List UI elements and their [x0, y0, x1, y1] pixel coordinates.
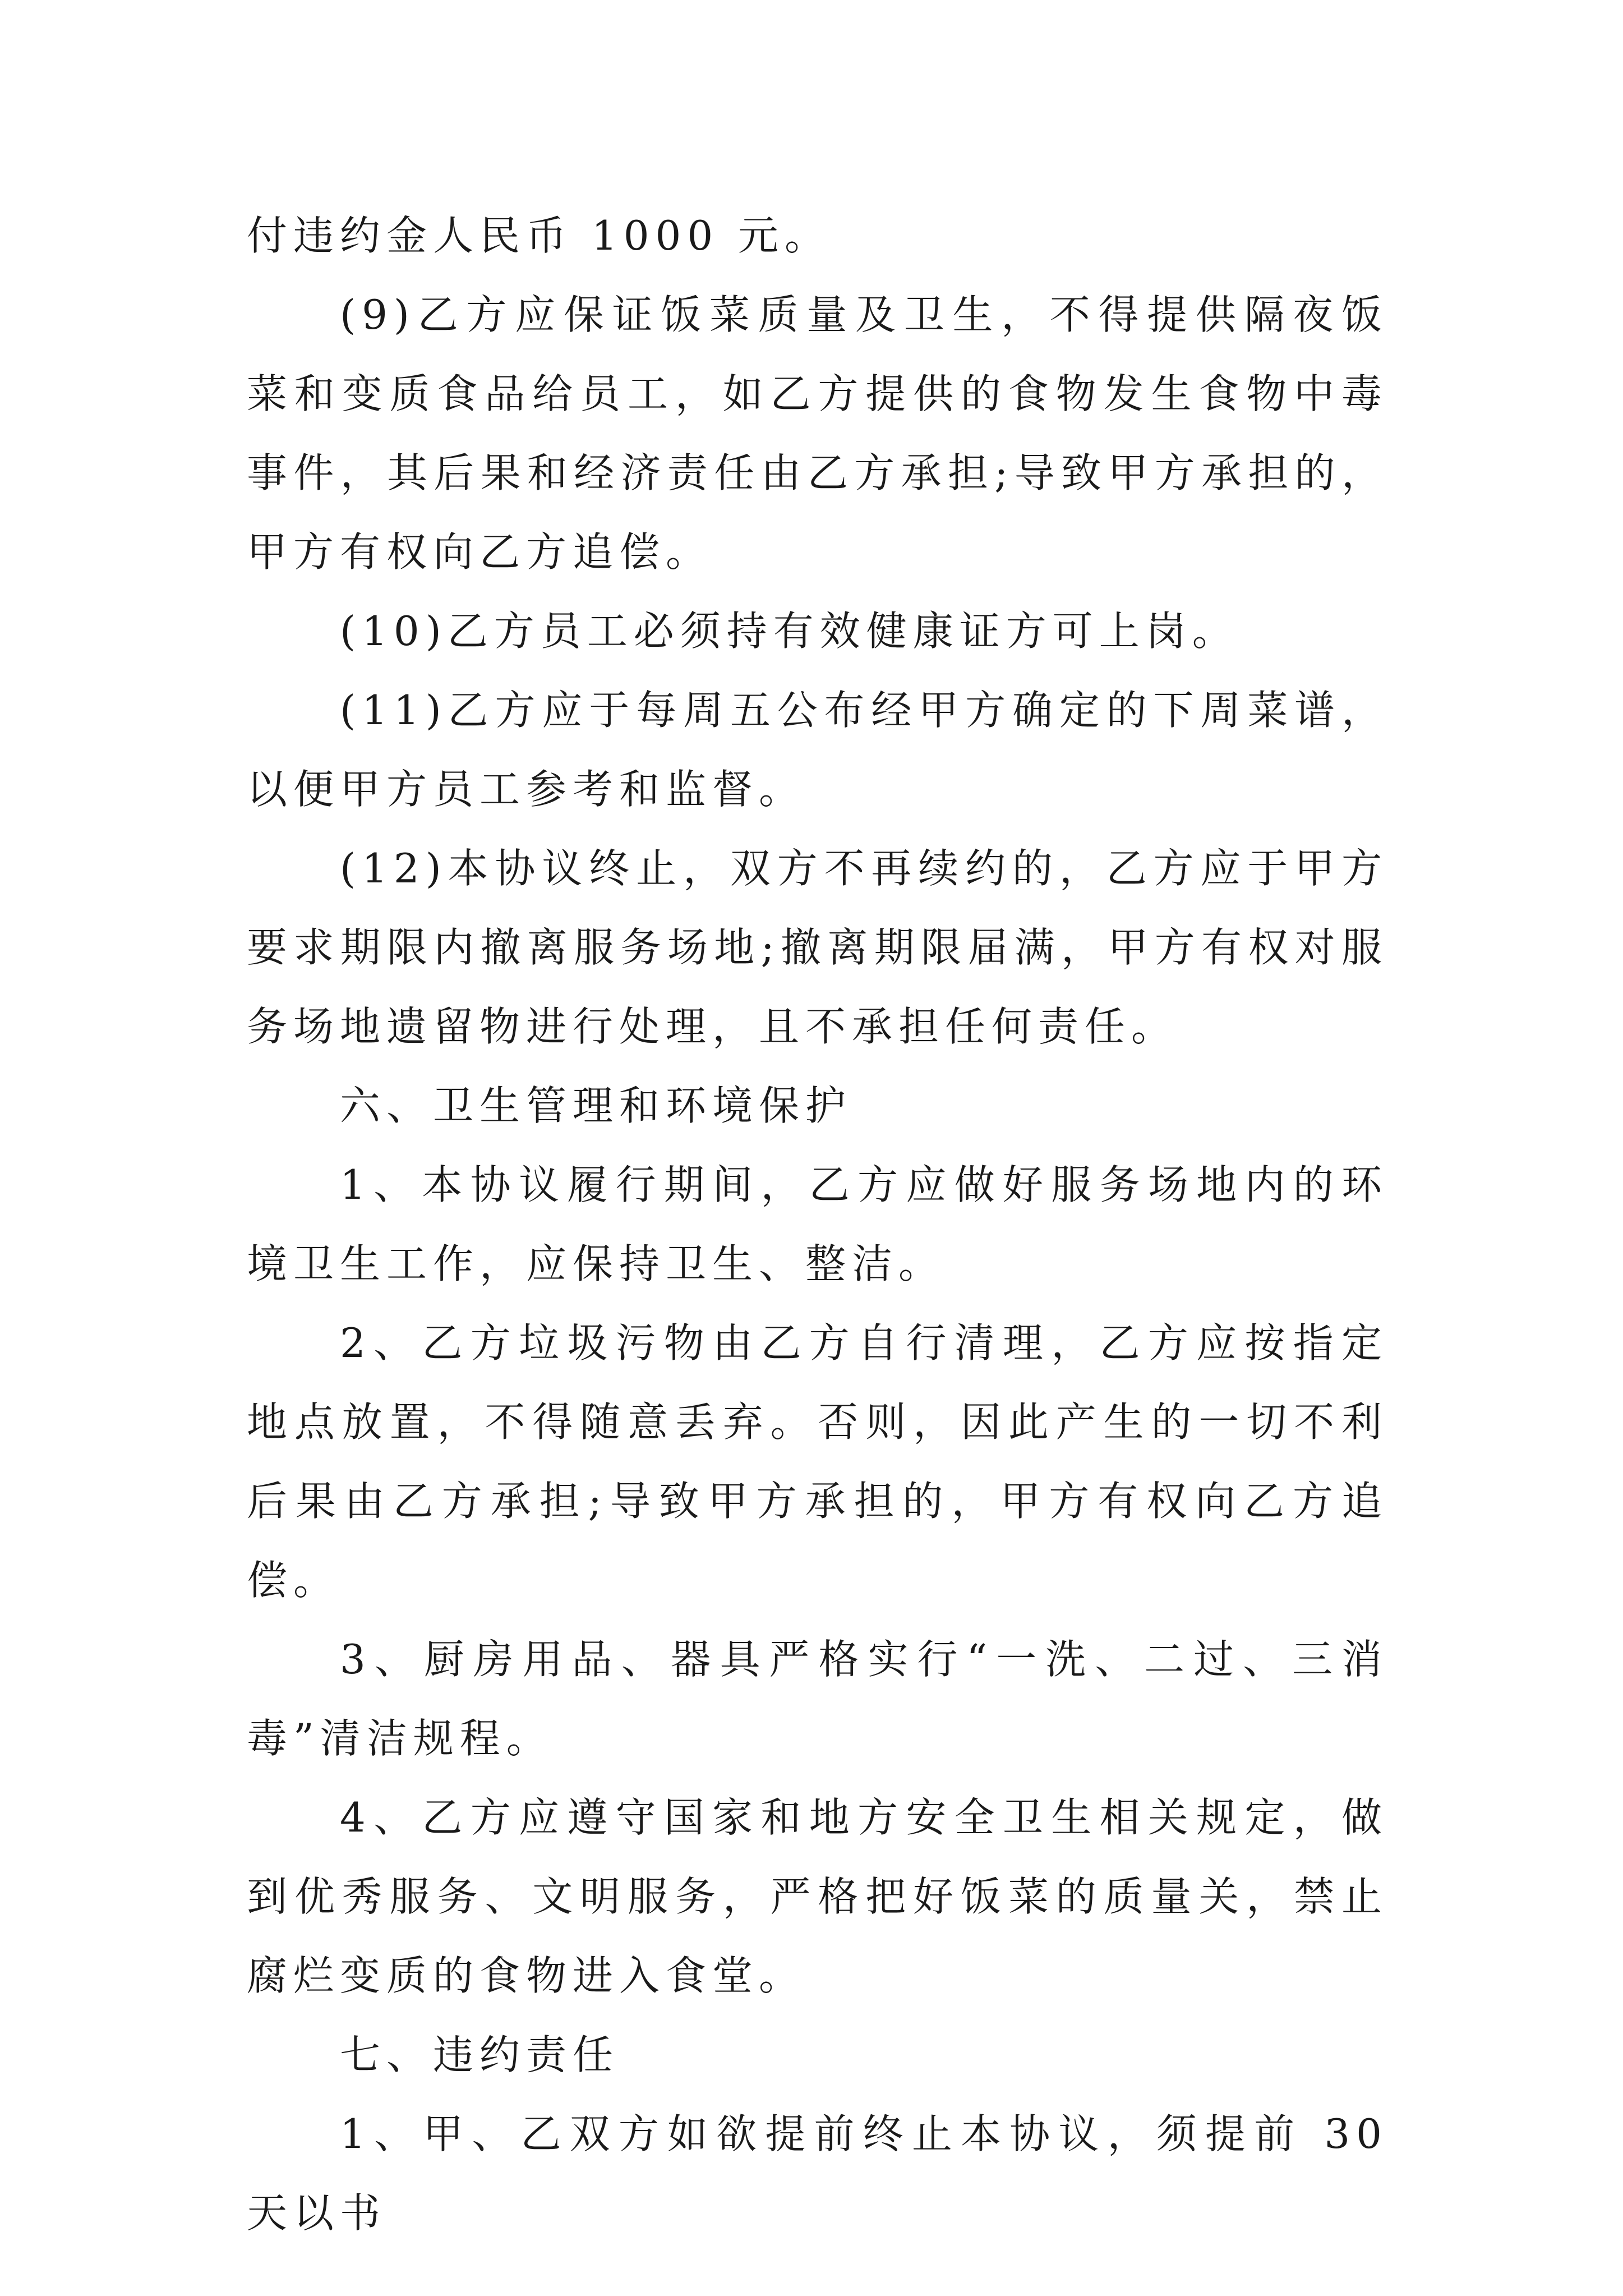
- paragraph-penalty-continuation: 付违约金人民币 1000 元。: [247, 212, 832, 259]
- paragraph-hygiene-2: 2、乙方垃圾污物由乙方自行清理，乙方应按指定地点放置，不得随意丢弃。否则，因此产生的一切不利后果由乙方承担;导致甲方承担的，甲方有权向乙方追偿。: [247, 1319, 1388, 1604]
- paragraph-clause-9: (9)乙方应保证饭菜质量及卫生，不得提供隔夜饭菜和变质食品给员工，如乙方提供的食物发生食物中毒事件，其后果和经济责任由乙方承担;导致甲方承担的，甲方有权向乙方追偿。: [247, 291, 1388, 576]
- document-body: [247, 196, 1388, 2253]
- paragraph-liability-1: 1、甲、乙双方如欲提前终止本协议，须提前 30 天以书: [247, 2110, 1388, 2237]
- paragraph-hygiene-1: 1、本协议履行期间，乙方应做好服务场地内的环境卫生工作，应保持卫生、整洁。: [247, 1161, 1388, 1287]
- section-heading-hygiene: 六、卫生管理和环境保护: [340, 1082, 852, 1129]
- paragraph-clause-11: (11)乙方应于每周五公布经甲方确定的下周菜谱，以便甲方员工参考和监督。: [247, 687, 1388, 813]
- paragraph-hygiene-4: 4、乙方应遵守国家和地方安全卫生相关规定，做到优秀服务、文明服务，严格把好饭菜的质量关，禁止腐烂变质的食物进入食堂。: [247, 1794, 1388, 1999]
- paragraph-clause-10: (10)乙方员工必须持有效健康证方可上岗。: [340, 608, 1239, 655]
- paragraph-hygiene-3: 3、厨房用品、器具严格实行“一洗、二过、三消毒”清洁规程。: [247, 1636, 1388, 1762]
- paragraph-clause-12: (12)本协议终止，双方不再续约的，乙方应于甲方要求期限内撤离服务场地;撤离期限届满，甲方有权对服务场地遗留物进行处理，且不承担任何责任。: [247, 845, 1388, 1050]
- section-heading-liability: 七、违约责任: [340, 2031, 620, 2078]
